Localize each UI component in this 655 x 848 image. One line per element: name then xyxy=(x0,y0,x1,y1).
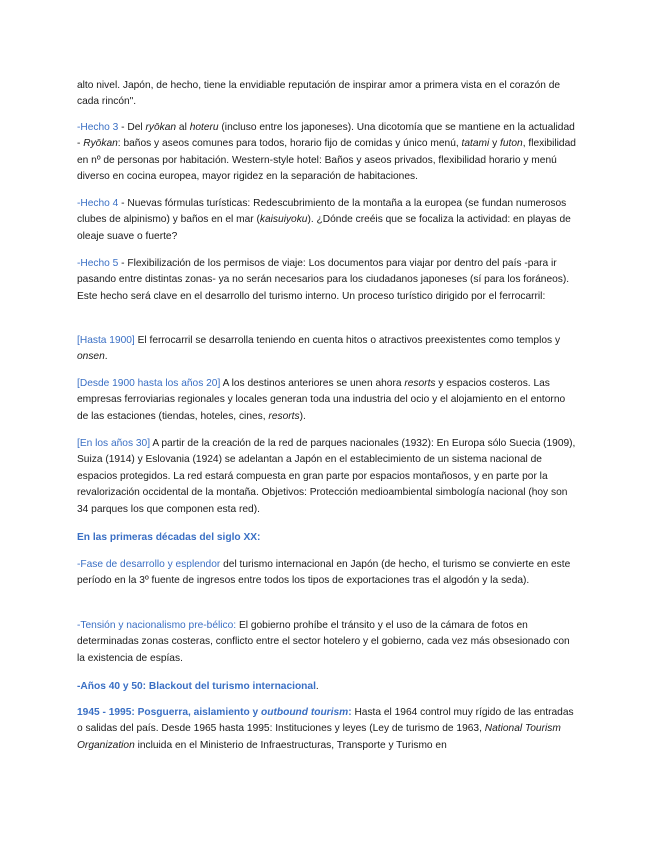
period-hasta-1900-label: [Hasta 1900] xyxy=(77,335,135,346)
heading-text: -Años 40 y 50: Blackout del turismo internacional xyxy=(77,681,316,692)
text-run: y xyxy=(489,138,501,150)
term-ryokan: ryōkan xyxy=(145,122,177,133)
text-run: - Flexibilización de los permisos de viaje: Los documentos para viajar por dentro del país -para ir pasando entre distintas zonas- ya no serán necesarios para los ciudadanos japoneses (sí para los foráneos). Este hecho será clave en el desarrollo del turismo interno. Un proceso turístico dirigido por el ferrocarril: xyxy=(77,258,570,302)
tension-label: -Tensión y nacionalismo pre-bélico: xyxy=(77,620,237,631)
text-run: A partir de la creación de la red de parques nacionales (1932): En Europa sólo Suecia (1909), Suiza (1914) y Eslovania (1924) se adelantan a Japón en el establecimiento de un sistema nacional de espacios protegidos. La red estará compuesta en gran parte por espacios montañosos, y en parte por la revalorización occidental de la montaña. Objetivos: Protección medioambiental simbología nacional (hoy son 34 parques los que componen esta red). xyxy=(77,438,576,515)
text-run: y espacios costeros. Las empresas ferroviarias regionales y locales generan toda una industria del ocio y el alojamiento en el entorno de las estaciones (tiendas, hoteles, cines, xyxy=(77,378,566,422)
paragraph-fase-desarrollo xyxy=(77,557,579,590)
text-run: ). ¿Dónde creéis que se focaliza la actividad: en playas de oleaje suave o fuerte? xyxy=(77,214,571,242)
posguerra-label: 1945 - 1995: Posguerra, aislamiento y xyxy=(77,707,262,718)
section-heading-blackout xyxy=(77,679,579,695)
paragraph-anos-30 xyxy=(77,436,579,518)
text-run: : xyxy=(348,707,352,718)
text-run: El ferrocarril se desarrolla teniendo en cuenta hitos o atractivos preexistentes como templos y xyxy=(134,335,561,346)
text-run: : baños y aseos comunes para todos, horario fijo de comidas y único menú, xyxy=(117,138,462,150)
period-desde-1900-label: [Desde 1900 hasta los años 20] xyxy=(77,378,221,389)
term-kaisuiyoku: kaisuiyoku xyxy=(259,214,308,226)
text-run: Hasta el 1964 control muy rígido de las entradas o salidas del país. Desde 1965 hasta 1995: Instituciones y leyes (Ley de turismo de 1963, xyxy=(77,707,574,735)
text-run: incluida en el Ministerio de Infraestructuras, Transporte y Turismo en xyxy=(134,739,447,751)
term-outbound-tourism: outbound tourism xyxy=(261,707,349,718)
period-anos-30-label: [En los años 30] xyxy=(77,438,151,449)
paragraph-hecho-3 xyxy=(77,120,579,186)
text-run: del turismo internacional en Japón (de hecho, el turismo se convierte en este período en la 3º fuente de ingresos entre todos los tipos de exportaciones tras el algodón y la seda). xyxy=(77,559,571,587)
term-hoteru: hoteru xyxy=(189,122,219,133)
paragraph-tension xyxy=(77,618,579,667)
term-tatami: tatami xyxy=(461,138,490,150)
hecho-4-label: -Hecho 4 xyxy=(77,198,119,209)
text-run: - Nuevas fórmulas turísticas: Redescubrimiento de la montaña a la europea (se fundan numerosos clubes de alpinismo) y baños en el mar ( xyxy=(77,198,567,226)
paragraph-hecho-4 xyxy=(77,196,579,245)
text-run: al xyxy=(176,122,190,133)
text-run: ). xyxy=(299,410,306,422)
heading-text: En las primeras décadas del siglo XX: xyxy=(77,532,261,543)
text-run: . xyxy=(104,351,108,363)
paragraph-hasta-1900 xyxy=(77,333,579,366)
section-heading-siglo-xx xyxy=(77,530,579,546)
paragraph-text: alto nivel. Japón, de hecho, tiene la envidiable reputación de inspirar amor a primera vista en el corazón de cada rincón". xyxy=(77,80,561,108)
paragraph-desde-1900 xyxy=(77,376,579,425)
hecho-3-label: -Hecho 3 xyxy=(77,122,119,133)
text-run: , flexibilidad en nº de personas por habitación. Western-style hotel: Baños y aseos privados, flexibilidad horario y menú diverso en cocina europea, mayor rigidez en la separación de habitaciones. xyxy=(77,138,576,183)
text-run: . xyxy=(315,681,319,692)
term-onsen: onsen xyxy=(77,351,105,363)
text-run: El gobierno prohíbe el tránsito y el uso de la cámara de fotos en determinadas zonas costeras, conflicto entre el sector hotelero y el gobierno, cada vez más obsesionado con la existencia de espías. xyxy=(77,620,570,664)
text-run: (incluso entre los japoneses). Una dicotomía que se mantiene en la actualidad - xyxy=(77,122,575,150)
term-ryokan: Ryōkan xyxy=(83,138,118,150)
text-run: A los destinos anteriores se unen ahora xyxy=(220,378,405,389)
paragraph-hecho-5 xyxy=(77,256,579,305)
paragraph-posguerra xyxy=(77,705,579,754)
term-national-tourism-organization: National Tourism Organization xyxy=(77,723,561,751)
hecho-5-label: -Hecho 5 xyxy=(77,258,119,269)
term-futon: futon xyxy=(500,138,523,150)
term-resorts: resorts xyxy=(268,410,300,422)
fase-desarrollo-label: -Fase de desarrollo y esplendor xyxy=(77,559,221,570)
paragraph-intro-continuation xyxy=(77,78,579,111)
text-run: - Del xyxy=(118,122,146,133)
term-resorts: resorts xyxy=(404,378,436,389)
